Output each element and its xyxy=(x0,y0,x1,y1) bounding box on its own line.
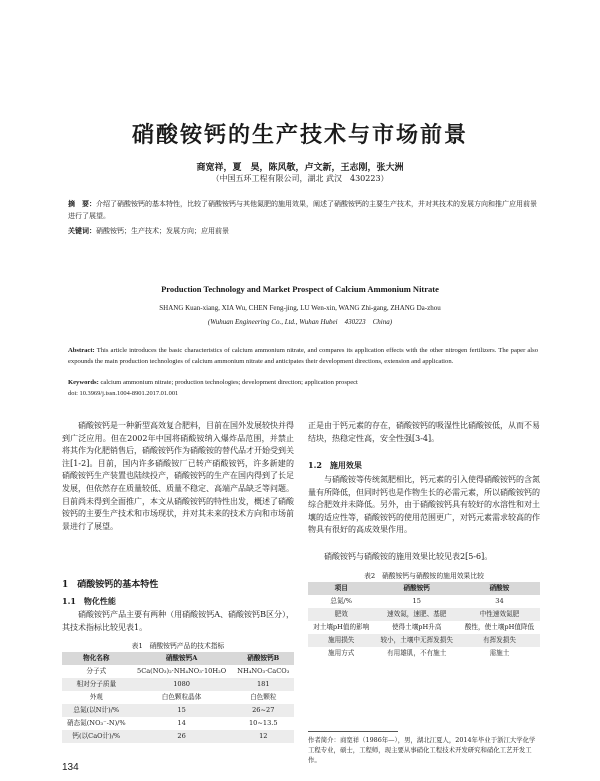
table1-cell: NH₄NO₃·CaCO₃ xyxy=(237,667,290,675)
table1-cell: 分子式 xyxy=(86,667,107,675)
table1-cell: 外观 xyxy=(89,693,103,701)
table2-header-cell: 硝酸铵 xyxy=(459,582,540,595)
doi: doi: 10.3969/j.issn.1004-8901.2017.01.001 xyxy=(68,390,179,397)
table1 xyxy=(62,652,294,743)
table1-cell: 总氮(以N计)/% xyxy=(62,704,131,717)
table2-row xyxy=(308,608,540,621)
table2-caption: 表2 硝酸铵钙与硝酸铵的施用效果比较 xyxy=(364,572,484,580)
table2-cell: 34 xyxy=(495,597,504,605)
affiliation-cn: （中国五环工程有限公司，湖北 武汉 430223） xyxy=(211,174,389,183)
table2-row xyxy=(308,647,540,660)
table1-row xyxy=(62,717,294,730)
keywords-cn-text: 硝酸铵钙；生产技术；发展方向；应用前景 xyxy=(96,227,229,235)
table1-row xyxy=(62,691,294,704)
table1-cell: 相对分子质量 xyxy=(62,678,131,691)
abstract-en-label: Abstract: xyxy=(68,347,95,354)
footnote-rule xyxy=(308,731,398,732)
table1-header-cell: 物化名称 xyxy=(62,652,131,665)
table2-header-row xyxy=(308,582,540,595)
keywords-en-label: Keywords: xyxy=(68,379,99,386)
table2-cell: 中性速效氮肥 xyxy=(459,608,540,621)
table1-row xyxy=(62,704,294,717)
section-1-heading: 1 硝酸铵钙的基本特性 xyxy=(62,580,159,590)
table1-cell: 硝态氮(NO₃⁻-N)/% xyxy=(66,719,126,727)
table2-cell: 施用方式 xyxy=(328,649,355,657)
table2-cell: 对土壤pH值的影响 xyxy=(313,623,370,631)
subsection-1-2-text: 与硝酸铵等传统氮肥相比，钙元素的引入使得硝酸铵钙的含氮量有所降低，但同时钙也是作物生长的必需元素，所以硝酸铵钙的综合肥效并未降低。另外，由于硝酸铵钙具有较好的水溶性和对土壤的适应性等，硝酸铵钙的使用范围更广，对钙元素需求较高的作物具有很好的高成效果作用。 xyxy=(308,475,540,535)
title-en: Production Technology and Market Prospect of Calcium Ammonium Nitrate xyxy=(161,284,439,294)
table1-cell: 白色颗粒晶体 xyxy=(161,693,202,701)
title-cn: 硝酸铵钙的生产技术与市场前景 xyxy=(131,122,468,148)
table2-header-cell: 项目 xyxy=(308,582,374,595)
table2-row xyxy=(308,621,540,634)
table1-header-row xyxy=(62,652,294,665)
abstract-cn-label: 摘 要： xyxy=(68,199,96,208)
table1-cell: 钙(以CaO计)/% xyxy=(62,730,131,743)
right-top-paragraph: 正是由于钙元素的存在，硝酸铵钙的吸湿性比硝酸铵低，从而不易结块，热稳定性高，安全性强[3-4]。 xyxy=(308,421,540,443)
subsection-1-2-heading: 1.2 施用效果 xyxy=(308,460,362,470)
keywords-en-text: calcium ammonium nitrate; production technologies; development direction; application prospect xyxy=(100,379,358,386)
table1-cell: 26 xyxy=(131,730,233,743)
table1-cell: 181 xyxy=(233,678,294,691)
table1-cell: 15 xyxy=(131,704,233,717)
abstract-en xyxy=(68,345,538,367)
table2-cell: 总氮/% xyxy=(330,597,353,605)
abstract-cn-text: 介绍了硝酸铵钙的基本特性，比较了硝酸铵钙与其他氮肥的施用效果，阐述了硝酸铵钙的主要生产技术，并对其技术的发展方向和推广应用前景进行了展望。 xyxy=(68,200,537,220)
table1-cell: 白色颗粒 xyxy=(250,693,277,701)
table1-cell: 5Ca(NO₃)₂·NH₄NO₃·10H₂O xyxy=(137,667,227,675)
table1-row xyxy=(62,665,294,678)
table1-header-cell: 硝酸铵钙A xyxy=(131,652,233,665)
table2 xyxy=(308,582,540,660)
table2-cell: 有挥发损失 xyxy=(459,634,540,647)
table1-cell: 12 xyxy=(233,730,294,743)
page-number: 134 xyxy=(62,762,79,773)
subsection-1-1-text: 硝酸铵钙产品主要有两种（用硝酸铵钙A、硝酸铵钙B区分），其技术指标比较见表1。 xyxy=(62,610,294,632)
table2-header-cell: 硝酸铵钙 xyxy=(374,582,459,595)
abstract-cn xyxy=(68,198,538,222)
subsection-1-1-heading: 1.1 物化性能 xyxy=(62,596,116,606)
table2-cell: 酸性，使土壤pH值降低 xyxy=(464,623,535,631)
keywords-cn-label: 关键词： xyxy=(68,226,96,235)
table2-row xyxy=(308,634,540,647)
table2-cell: 需施土 xyxy=(489,649,510,657)
table2-cell: 速效氮，速肥、基肥 xyxy=(374,608,459,621)
table1-header-cell: 硝酸铵钙B xyxy=(233,652,294,665)
table1-cell: 10~13.5 xyxy=(248,719,278,727)
table2-cell: 有用雄肌，不有施土 xyxy=(387,649,447,657)
affiliation-en: (Wuhuan Engineering Co., Ltd., Wuhan Hubei 430223 China) xyxy=(207,318,393,326)
table2-cell: 肥效 xyxy=(308,608,374,621)
table2-cell: 施用损失 xyxy=(308,634,374,647)
abstract-en-text: This article introduces the basic characteristics of calcium ammonium nitrate, and compares its application effects with the other nitrogen fertilizers. The paper also expounds the main production technologies of calcium ammonium nitrate and anticipates their development directions, extension and application. xyxy=(68,347,538,365)
table1-cell: 1080 xyxy=(131,678,233,691)
author-footnote: 作者简介：商宽祥（1986年—），男，湖北江夏人，2014年毕业于浙江大学化学工程专业，硕士，工程师，现主要从事硝化工程技术开发研究和硝化工艺开发工作。 xyxy=(308,736,536,764)
keywords-en xyxy=(68,379,538,386)
table2-cell: 使得土壤pH升高 xyxy=(391,623,442,631)
table1-cell: 26~27 xyxy=(233,704,294,717)
intro-paragraph: 硝酸铵钙是一种新型高效复合肥料，目前在国外发展较快并得到广泛应用。但在2002年中国将硝酸铵纳入爆炸品范围，并禁止将其作为化肥销售后，硝酸铵钙作为硝酸铵的替代品才开始受到关注[1-2]。目前，国内许多硝酸铵厂已转产硝酸铵钙，许多新建的硝酸铵钙生产装置也陆续投产，硝酸铵钙的生产在国内得到了长足发展，但依然存在质量较低、质量不稳定、高端产品缺乏等问题。目前尚未得到全面推广，本文从硝酸铵钙的特性出发，概述了硝酸铵钙的主要生产技术和市场现状，并对其未来的技术方向和市场前景进行了展望。 xyxy=(62,421,294,531)
authors-en: SHANG Kuan-xiang, XIA Wu, CHEN Feng-jing, LU Wen-xin, WANG Zhi-gang, ZHANG Da-zhou xyxy=(159,304,441,312)
keywords-cn xyxy=(68,226,538,236)
table2-row xyxy=(308,595,540,608)
subsection-1-2-text-2: 硝酸铵钙与硝酸铵的施用效果比较见表2[5-6]。 xyxy=(324,552,493,561)
table1-cell: 14 xyxy=(177,719,186,727)
table1-row xyxy=(62,678,294,691)
table1-row xyxy=(62,730,294,743)
table2-cell: 较小，土壤中无挥发损失 xyxy=(374,634,459,647)
table2-cell: 15 xyxy=(412,597,421,605)
authors-cn: 商宽祥，夏 昊，陈风敬，卢文新，王志刚，张大洲 xyxy=(196,163,404,173)
table1-caption: 表1 硝酸铵钙产品的技术指标 xyxy=(131,642,225,650)
